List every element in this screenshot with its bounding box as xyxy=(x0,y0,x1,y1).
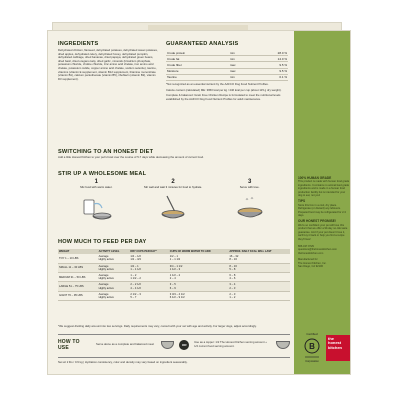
analysis-qualifier: min xyxy=(229,56,253,62)
table-row xyxy=(58,254,290,263)
water-cell: 3 – 5 6 – 9 xyxy=(169,282,229,291)
analysis-note-2: Calorie content (calculated) ME: 3950 kcal per kg / 446 kcal per cup (about 115 g dry weight). xyxy=(166,87,282,92)
analysis-qualifier: max xyxy=(229,68,253,74)
kcal-cell: 8 – 16 5 – 8 xyxy=(228,263,290,272)
website: thehonestkitchen.com xyxy=(298,251,324,255)
analysis-label: Crude fat xyxy=(166,56,229,62)
cups-cell: 1/2 – 1 1 – 1 1/2 xyxy=(129,263,168,272)
activity-cell: Average Highly active xyxy=(98,263,130,272)
promise-title: OUR HONEST PROMISE! xyxy=(298,219,336,224)
analysis-label: Crude protein xyxy=(166,50,229,56)
table-row xyxy=(166,74,288,80)
table-row xyxy=(58,263,290,272)
logo-line-1: the xyxy=(328,336,334,341)
kcal-cell: 16 – 32 8 – 16 xyxy=(228,254,290,263)
col-header: APPROX. DAILY KCAL WILL LAST xyxy=(228,249,290,254)
switching-title: SWITCHING TO AN HONEST DIET xyxy=(58,149,154,155)
analysis-label: Crude fiber xyxy=(166,62,229,68)
stir-title: STIR UP A WHOLESOME MEAL xyxy=(58,171,147,177)
feed-note: *We suggest dividing daily amount into two servings. Daily requirements may vary, consult with your vet with age and activity. For larger dogs, adjust accordingly. xyxy=(58,324,257,328)
cups-cell: 1/4 – 1/2 1/2 – 3/4 xyxy=(129,254,168,263)
table-row xyxy=(58,282,290,291)
product-box-back xyxy=(47,30,351,375)
tips-text: Store this box in a cool, dry place. Refrigerate (or discard) any leftovers. Prepared food may be refrigerated for 2-3 days. xyxy=(298,203,346,218)
human-grade-text: This product is made with human food grade ingredients. It contains no animal feed grade ingredients and is made in a human food production facility but is intended for your dog to eat, not you! xyxy=(298,180,350,198)
howto-title: HOW TO USE xyxy=(58,338,80,351)
certified-label: Certified xyxy=(306,332,318,336)
step-caption: Mix food with warm water. xyxy=(80,185,113,189)
analysis-note-3: Complete & balanced: Grain Free Chicken Recipe is formulated to meet the nutritional levels established by the AAFCO Dog Food Nutrient Profiles for adult maintenance. xyxy=(166,93,281,101)
or-badge: OR xyxy=(179,340,189,350)
kcal-cell: 6 – 8 4 – 6 xyxy=(228,273,290,282)
manufacturer-line-1: Manufactured for xyxy=(298,258,318,262)
ingredients-text: Dehydrated chicken, flaxseed, dehydrated potatoes, dehydrated sweet potatoes, dried apples, dehydrated celery, dehydrated honey, dehydrated pumpkin, dehydrated cabbage, dried bananas, dried papaya, dehydrated green beans, dried basil, dried oregano kelp, dried garlic, minerals (tricalcium phosphate, potassium chloride, choline chloride, zinc amino acid chelate, iron amino acid chelate, potassium iodide, copper amino acid chelate, sodium selenite), taurine, vitamins (vitamin E supplement, vitamin B12 supplement, thiamine mononitrate (vitamin B1), calcium pantothenate (vitamin B5), riboflavin (vitamin B2), vitamin D3 supplement). xyxy=(58,48,158,81)
analysis-qualifier: max xyxy=(229,62,253,68)
col-header: CUPS OF WARM WATER TO ADD xyxy=(169,249,229,254)
kcal-cell: 3 – 4 2 – 3 xyxy=(228,282,290,291)
human-grade-title: 100% HUMAN GRADE xyxy=(298,176,332,180)
activity-cell: Average Highly active xyxy=(98,254,130,263)
promise-text: We're so confident your pet will love this product that we offer a 90-day no-risk taste guarantee. And if your pet doesn't love it, we'll buy it back or help you find a recipe they'll love! xyxy=(298,223,348,241)
cups-cell: 1 – 2 1 1/2 – 2 xyxy=(129,273,168,282)
step-number: 2 xyxy=(171,179,175,185)
bowl-icon xyxy=(161,341,175,349)
activity-cell: Average Highly active xyxy=(98,291,130,300)
phone: 866.437.9729 xyxy=(298,244,314,248)
step-3 xyxy=(218,179,282,222)
feeding-table xyxy=(58,249,290,301)
howto-serve: Serve alone as a complete and balanced meal. xyxy=(95,341,155,346)
analysis-qualifier: min xyxy=(229,50,253,56)
howto-topper: Use as a topper: 1/2 The Honest Kitchen serving amount + 1/2 current food serving amount. xyxy=(194,339,267,348)
svg-text:B: B xyxy=(309,342,315,351)
weight-cell: MEDIUM 31 – 50 LBS xyxy=(58,273,98,282)
water-cell: 1/2 – 1 1 – 1 1/2 xyxy=(169,254,229,263)
email: questions@thehonestkitchen.com xyxy=(298,248,337,252)
analysis-label: Moisture xyxy=(166,68,229,74)
step-number: 3 xyxy=(247,179,252,185)
ingredients-section xyxy=(58,41,158,81)
step-2 xyxy=(141,179,205,222)
kcal-cell: 2 – 3 1 – 2 xyxy=(228,291,290,300)
water-cell: 3 3/4 – 4 1/2 6 1/2 – 9 1/2 xyxy=(169,291,229,300)
bowl-icon xyxy=(276,341,290,349)
step-caption: Stir well and wait 3 minutes for food to hydrate. xyxy=(143,185,203,189)
step-1 xyxy=(64,179,128,222)
weight-cell: TOY 1 – 10 LBS xyxy=(58,254,98,263)
stirring-spoon-icon xyxy=(155,192,191,222)
weight-cell: GIANT 76 – 95 LBS xyxy=(58,291,98,300)
water-cell: 3/4 – 1 1/2 1 1/2 – 3 xyxy=(169,263,229,272)
ingredients-title: INGREDIENTS xyxy=(58,41,99,47)
guaranteed-analysis xyxy=(166,41,288,101)
analysis-value: 0.1 % xyxy=(253,74,288,80)
feed-title: HOW MUCH TO FEED PER DAY xyxy=(58,239,147,245)
water-cell: 1 1/2 – 2 2 – 4 xyxy=(169,273,229,282)
switching-text: Add a little Honest Kitchen to your pet's bowl over the course of 5-7 days while decreasing the amount of current food. xyxy=(58,155,204,159)
weight-cell: LARGE 51 – 75 LBS xyxy=(58,282,98,291)
prep-steps xyxy=(58,179,288,222)
how-to-use xyxy=(58,334,290,354)
tips-title: TIPS xyxy=(298,199,306,204)
cups-cell: 2 – 2 1/2 4 – 4 1/2 xyxy=(129,282,168,291)
activity-cell: Average Highly active xyxy=(98,282,130,291)
left-panel xyxy=(48,31,294,374)
analysis-note-1: *Not recognized as an essential nutrient by the AAFCO Dog Food Nutrient Profiles. xyxy=(166,81,269,86)
pouring-water-icon xyxy=(78,192,114,222)
analysis-value: 9.5 % xyxy=(253,68,288,74)
analysis-value: 14.0 % xyxy=(253,56,288,62)
col-header: DRY CUPS PER DAY* xyxy=(129,249,168,254)
corporation-label: Corporation xyxy=(305,360,319,363)
weight-cell: SMALL 11 – 30 LBS xyxy=(58,263,98,272)
manufacturer-line-3: San Diego, CA 92106 xyxy=(298,264,323,268)
table-row xyxy=(58,291,290,300)
manufacturer-line-2: The Honest Kitchen, Inc. xyxy=(298,261,327,265)
activity-cell: Average Highly active xyxy=(98,273,130,282)
side-info xyxy=(298,177,350,268)
brand-logo xyxy=(326,335,350,361)
analysis-value: 28.0 % xyxy=(253,50,288,56)
switching-section xyxy=(58,149,288,160)
logo-line-3: kitchen xyxy=(328,344,343,350)
served-bowl-icon xyxy=(232,192,268,222)
step-number: 1 xyxy=(94,179,98,185)
col-header: ACTIVITY LEVEL xyxy=(98,249,130,254)
analysis-qualifier: min xyxy=(229,74,253,80)
net-weight: Net wt 2 lbs / 0.9 kg | Hydration consistency, color and density may vary based on ingredient seasonality. xyxy=(58,357,290,365)
analysis-title: GUARANTEED ANALYSIS xyxy=(166,41,239,47)
logo-line-2: honest xyxy=(328,340,342,346)
analysis-label: Taurine xyxy=(166,74,229,80)
analysis-value: 9.5 % xyxy=(253,62,288,68)
analysis-table xyxy=(166,50,288,81)
col-header: WEIGHT xyxy=(58,249,98,254)
table-row xyxy=(58,273,290,282)
step-caption: Serve with love. xyxy=(239,185,260,189)
cups-cell: 2 1/2 – 3 5 – 7 xyxy=(129,291,168,300)
b-corp-icon xyxy=(302,331,322,365)
